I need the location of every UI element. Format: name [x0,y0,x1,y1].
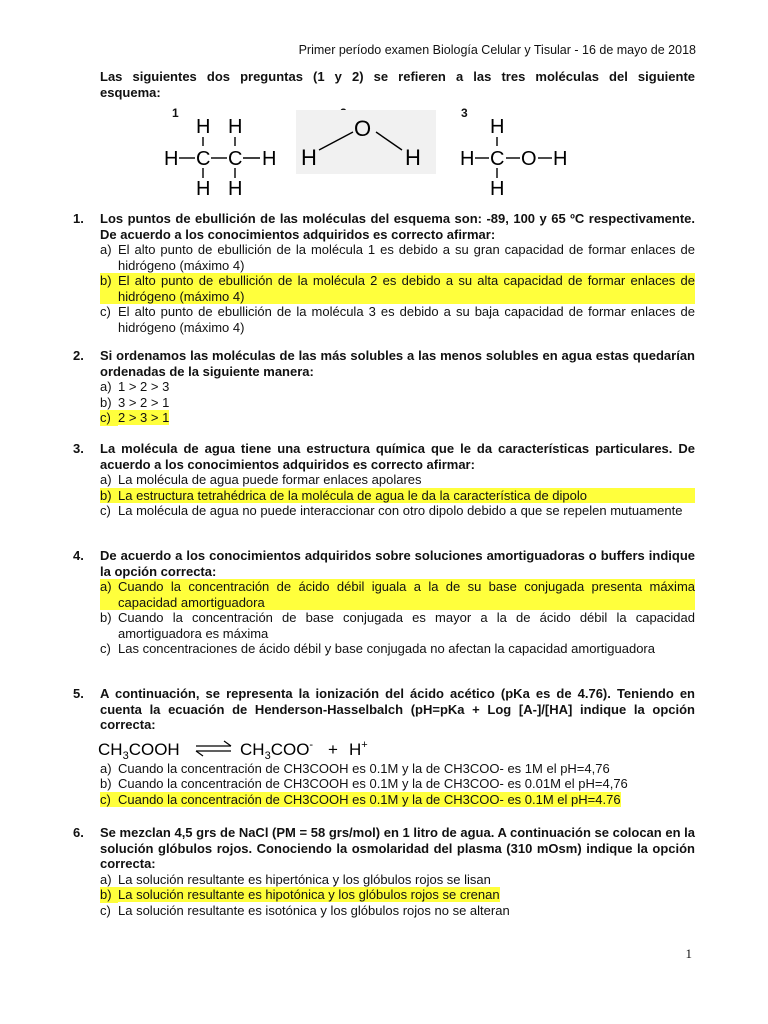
molecule-1-ethane-diagram [160,112,285,200]
atom-h: H [405,145,421,170]
eq-plus: + [328,739,338,759]
option-a: a) La solución resultante es hipertónica y los glóbulos rojos se lisan [100,871,491,887]
molecule-2-water-diagram [296,110,436,174]
question-number: 5. [73,686,84,701]
atom-h: H [228,178,243,200]
atom-h: H [490,178,505,200]
molecule-3-methanol-diagram [458,112,573,200]
intro-line-1: Las siguientes dos preguntas (1 y 2) se refieren a las tres moléculas del siguiente [100,69,695,84]
eq-right-rest: COO [270,739,310,759]
atom-c: C [196,148,211,170]
atom-o: O [354,116,372,141]
option-a: a) El alto punto de ebullición de la molécula 1 es debido a su gran capacidad de formar enlaces de hidrógeno (máximo 4) [100,242,695,273]
eq-right-sup: - [309,738,314,751]
atom-c: C [228,148,243,170]
option-a: a) La molécula de agua puede formar enlaces apolares [100,472,422,487]
svg-text:CH3COOH [98,740,180,762]
question-text: A continuación, se representa la ionización del ácido acético (pKa es de 4.76). Teniendo en cuenta la ecuación de Henderson-Hasselbalch (pH=pKa + Log [A-]/[HA] indique la opción correcta: [100,686,695,732]
eq-left-ch: CH [98,739,123,759]
svg-text:H+ [349,739,368,759]
atom-h: H [262,148,277,170]
question-6 [73,825,695,918]
molecule-3-number: 3 [461,106,468,120]
question-text: La molécula de agua tiene una estructura química que le da características particulares. De acuerdo a los conocimientos adquiridos es correcto afirmar: [100,441,695,472]
page-header: Primer período examen Biología Celular y Tisular - 16 de mayo de 2018 [298,43,696,57]
atom-c: C [490,148,505,170]
svg-text:CH3COO- [240,739,313,762]
atom-h: H [490,116,505,138]
eq-h-sup: + [361,738,368,751]
question-4 [73,548,695,657]
option-c: c) El alto punto de ebullición de la molécula 3 es debido a su baja capacidad de formar enlaces de hidrógeno (máximo 4) [100,304,695,335]
option-b: b) Cuando la concentración de base conjugada es mayor a la de ácido débil la capacidad amortiguadora es máxima [100,610,695,641]
atom-o: O [521,148,537,170]
option-b: b) Cuando la concentración de CH3COOH es 0.1M y la de CH3COO- es 0.01M el pH=4,76 [100,776,628,791]
option-b: b) 3 > 2 > 1 [100,394,170,410]
option-c-highlighted: c) 2 > 3 > 1 [100,410,170,425]
option-c: c) La molécula de agua no puede interaccionar con otro dipolo debido a que se repelen mutuamente [100,503,683,518]
atom-h: H [228,116,243,138]
option-b-highlighted: b) El alto punto de ebullición de la molécula 2 es debido a su alta capacidad de formar enlaces de hidrógeno (máximo 4) [100,273,695,304]
option-c: c) La solución resultante es isotónica y los glóbulos rojos no se alteran [100,902,510,918]
page-number: 1 [685,946,692,961]
atom-h: H [460,148,475,170]
question-text: Se mezclan 4,5 grs de NaCl (PM = 58 grs/mol) en 1 litro de agua. A continuación se colocan en la solución glóbulos rojos. Conociendo la osmolaridad del plasma (310 mOsm) indique la opción correcta: [100,825,695,871]
question-1 [73,211,695,335]
atom-h: H [196,178,211,200]
option-a: a) Cuando la concentración de CH3COOH es 0.1M y la de CH3COO- es 1M el pH=4,76 [100,760,610,776]
option-a-highlighted: a) Cuando la concentración de ácido débil iguala a la de su base conjugada presenta máxima capacidad amortiguadora [100,579,695,610]
question-text: Si ordenamos las moléculas de las más solubles a las menos solubles en agua estas quedarían ordenadas de la siguiente manera: [100,348,695,379]
question-5 [73,686,695,807]
eq-right-sub: 3 [264,749,271,762]
question-3 [73,441,695,519]
question-number: 4. [73,548,84,563]
atom-h: H [196,116,211,138]
question-text: Los puntos de ebullición de las moléculas del esquema son: -89, 100 y 65 ºC respectivamente. De acuerdo a los conocimientos adquiridos es correcto afirmar: [100,211,695,242]
question-number: 1. [73,211,84,226]
option-b-highlighted: b) La solución resultante es hipotónica y los glóbulos rojos se crenan [100,887,500,902]
intro-line-2: esquema: [100,85,161,100]
option-c-highlighted: c) Cuando la concentración de CH3COOH es 0.1M y la de CH3COO- es 0.1M el pH=4.76 [100,791,621,807]
option-a: a) 1 > 2 > 3 [100,379,170,394]
equation-graphic [98,733,418,763]
acetic-acid-equation [98,733,695,761]
option-b-highlighted: b) La estructura tetrahédrica de la molécula de agua le da la característica de dipolo [100,488,695,504]
eq-h: H [349,739,362,759]
question-number: 2. [73,348,84,363]
atom-h: H [301,145,317,170]
eq-left-rest: COOH [128,739,180,759]
question-2 [73,348,695,426]
option-c: c) Las concentraciones de ácido débil y base conjugada no afectan la capacidad amortiguadora [100,641,655,656]
intro-text [100,69,695,101]
question-number: 6. [73,825,84,840]
question-text: De acuerdo a los conocimientos adquiridos sobre soluciones amortiguadoras o buffers indique la opción correcta: [100,548,695,579]
atom-h: H [553,148,568,170]
molecule-1-number: 1 [172,106,179,120]
equilibrium-arrows-icon [196,741,231,756]
question-number: 3. [73,441,84,456]
eq-left-sub: 3 [122,749,129,762]
eq-right-ch: CH [240,739,265,759]
atom-h: H [164,148,179,170]
